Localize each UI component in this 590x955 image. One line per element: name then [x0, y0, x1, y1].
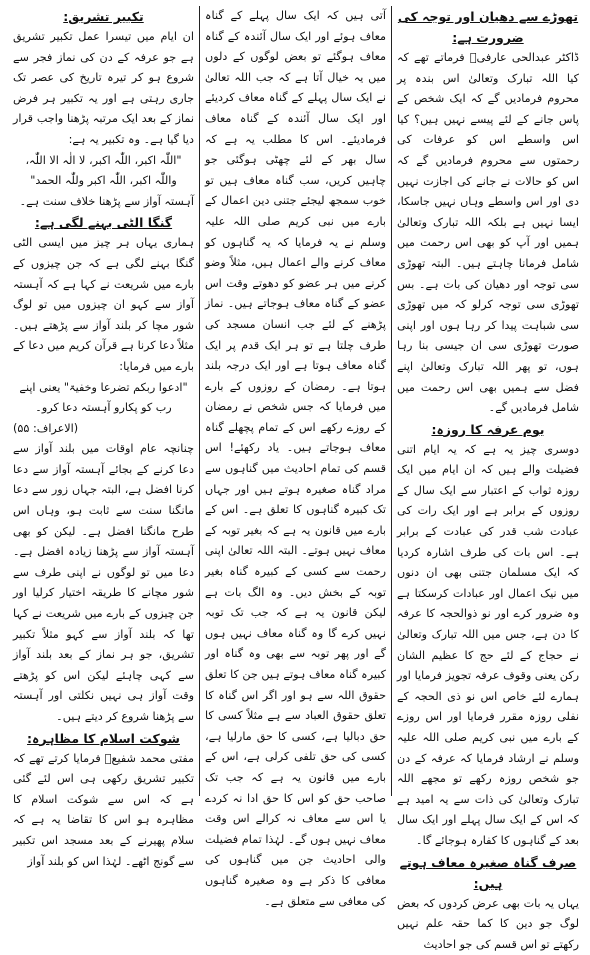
section-heading: تکبیر تشریق:	[63, 9, 144, 24]
section-heading: شوکت اسلام کا مظاہرہ:	[27, 730, 180, 746]
body-paragraph: ہماری یہاں ہر چیز میں ایسی الٹی گنگا بہنے لگی ہے کہ جن چیزوں کے بارے میں شریعت نے کہا ہے کہ آہستہ آواز سے کہو ان چیزوں میں تو لوگ شور مچا کر بلند آواز سے پڑھتے ہیں۔ مثلاً دعا کرنا ہے قرآن کریم میں دعا کے بارے میں فرمایا:	[13, 236, 194, 373]
body-paragraph: ان ایام میں تیسرا عمل تکبیر تشریق ہے جو عرفہ کے دن کی نماز فجر سے شروع ہو کر تیرہ تاریخ کی عصر تک جاری رہتی ہے اور یہ تکبیر ہر فرض نماز کے بعد ایک مرتبہ پڑھنا واجب قرار دیا گیا ہے۔ وہ تکبیر یہ ہے:	[13, 30, 194, 146]
quoted-text: "ادعوا ربکم تضرعا وخفیۃ" یعنی اپنے رب کو پکارو آہستہ دعا کرو۔	[19, 380, 188, 415]
body-paragraph: آہستہ آواز سے پڑھنا خلاف سنت ہے۔	[19, 194, 194, 208]
section-heading: صرف گناہ صغیرہ معاف ہوتے ہیں:	[399, 854, 577, 891]
body-paragraph: دوسری چیز یہ ہے کہ یہ ایام اتنی فضیلت والے ہیں کہ ان ایام میں ایک روزہ ثواب کے اعتبار سے ایک سال کے روزوں کے برابر ہے اور ایک رات کی عبادت شب قدر کی عبادت کے برابر ہے۔ اس بات کی طرف اشارہ کردیا کہ ایک مسلمان جتنی بھی ان دنوں میں نیک اعمال اور عبادات کرسکتا ہے وہ ضرور کرے اور نو ذوالحجہ کا عرفہ کا دن ہے، جس میں اللہ تبارک وتعالیٰ نے حجاج کے لئے حج کا عظیم الشان رکن یعنی وقوف عرفہ تجویز فرمایا اور ہمارے لئے خاص اس نو ذی الحجہ کے نفلی روزہ مقرر فرمایا اور اس روزے کے بارے میں نبی کریم صلی اللہ علیہ وسلم نے ارشاد فرمایا کہ عرفہ کے دن جو شخص روزہ رکھے تو مجھے اللہ تبارک وتعالیٰ کی ذات سے یہ امید ہے کہ اس کے ایک سال پہلے اور ایک سال بعد کے گناہوں کا کفارہ ہوجائے گا۔	[397, 442, 579, 847]
body-paragraph: چنانچہ عام اوقات میں بلند آواز سے دعا کرنے کے بجائے آہستہ آواز سے دعا کرنا افضل ہے، البتہ جہاں زور سے دعا مانگنا سنت سے ثابت ہو، وہاں اس طرح مانگنا افضل ہے۔ لیکن کو بھی آہستہ آواز سے پڑھنا زیادہ افضل ہے۔ دعا میں تو لوگوں نے اپنی طرف سے شور مچانے کا طریقہ اختیار کرلیا اور جن چیزوں کے بارے میں شریعت نے کہا تھا کہ بلند آواز سے کہو مثلاً تکبیر تشریق، جو ہر نماز کے بعد بلند آواز سے کہی چاہئے لیکن اس کو پڑھتے وقت آواز ہی نہیں نکلتی اور آہستہ سے پڑھنا شروع کر دیتے ہیں۔	[13, 442, 194, 723]
section-heading: یوم عرفہ کا روزہ:	[431, 421, 545, 437]
text-column	[392, 6, 584, 951]
citation: (الاعراف: ۵۵)	[13, 421, 79, 435]
text-column	[200, 6, 392, 908]
body-paragraph: آتی ہیں کہ ایک سال پہلے کے گناہ معاف ہوئے اور ایک سال آئندہ کے گناہ معاف ہوگئے تو بعض لوگوں کے دلوں میں یہ خیال آتا ہے کہ جب اللہ تعالیٰ نے ایک سال پہلے کے گناہ معاف کردیئے اور ایک سال آئندہ کے گناہ معاف فرمادیئے۔ اس کا مطلب یہ ہے کہ سال بھر کے لئے چھٹی ہوگئی جو چاہیں کریں، سب گناہ معاف ہیں تو خوب سمجھ لیجئے جتنی دین اعمال کے بارے میں نبی کریم صلی اللہ علیہ وسلم نے یہ فرمایا کہ یہ گناہوں کو معاف کرنے والے اعمال ہیں، مثلاً وضو کرنے میں ہر عضو کو دھوتے وقت اس عضو کے گناہ معاف ہوجاتے ہیں۔ نماز پڑھنے کے لئے جب انسان مسجد کی طرف چلتا ہے تو ہر ایک قدم پر ایک گناہ معاف ہوتا ہے اور ایک درجہ بلند ہوتا ہے۔ رمضان کے روزوں کے بارے میں فرمایا کہ جس شخص نے رمضان کے روزے رکھے اس کے تمام پچھلے گناہ معاف ہوجاتے ہیں۔ یاد رکھئے! اس قسم کی تمام احادیث میں گناہوں سے مراد گناہ صغیرہ ہوتے ہیں اور جہاں تک کبیرہ گناہوں کا تعلق ہے۔ اس کے بارے میں قانون یہ ہے کہ بغیر توبہ کے معاف نہیں ہوتے۔ البتہ اللہ تعالیٰ اپنی رحمت سے کسی کے کبیرہ گناہ بغیر توبہ کے بخش دیں۔ وہ الگ بات ہے لیکن قانون یہ ہے کہ جب تک توبہ نہیں کرے گا وہ گناہ معاف نہیں ہوں گے اور پھر توبہ سے بھی وہ گناہ اور کبیرہ گناہ معاف ہوتے ہیں جن کا تعلق حقوق اللہ سے ہو اور اگر اس گناہ کا تعلق حقوق العباد سے ہے مثلاً کسی کا حق دبالیا ہے، کسی کا حق مارلیا ہے، کسی کی حق تلفی کرلی ہے، اس کے بارے میں قانون یہ ہے کہ جب تک صاحب حق کو اس کا حق ادا نہ کردے یا اس سے معاف نہ کرالے اس وقت معاف نہیں ہوں گے۔ لہٰذا تمام فضیلت والی احادیث جن میں گناہوں کی معافی کا ذکر ہے وہ صغیرہ گناہوں کی معافی سے متعلق ہے۔	[205, 9, 386, 908]
section-heading: تھوڑے سے دھیان اور توجہ کی ضرورت ہے:	[397, 9, 579, 45]
text-column	[8, 6, 200, 868]
body-paragraph: یہاں یہ بات بھی عرض کردوں کہ بعض لوگ جو دین کا کما حقہ علم نہیں رکھتے تو اس قسم کی جو احادیث	[397, 896, 579, 951]
quoted-text: "اللّٰہ اکبر، اللّٰہ اکبر، لا الٰہ الا اللّٰہ، واللّٰہ اکبر، اللّٰہ اکبر وللّٰہ الحمد"	[25, 153, 182, 188]
body-paragraph: مفتی محمد شفیعؒ فرمایا کرتے تھے کہ تکبیر تشریق رکھی ہی اس لئے گئی ہے کہ اس سے شوکت اسلام کا مظاہرہ ہو اس کا تقاضا یہ ہے کہ سلام پھیرنے کے بعد مسجد اس تکبیر سے گونج اٹھے۔ لہٰذا اس کو بلند آواز	[13, 751, 194, 868]
section-heading: گنگا الٹی بہنے لگی ہے:	[34, 215, 173, 231]
body-paragraph: ڈاکٹر عبدالحی عارفیؒ فرماتے تھے کہ کیا اللہ تبارک وتعالیٰ اس بندہ پر محروم فرمادیں گے کہ ایک شخص کے پاس جانے کے لئے پیسے نہیں ہیں؟ کیا اس واسطے اس کو عرفات کی رحمتوں سے محروم فرمادیں گے کہ اس کو حالات نے جانے کی اجازت نہیں دی اور اس واسطے وہاں نہیں جاسکا، ایسا نہیں ہے بلکہ اللہ تبارک وتعالیٰ ہمیں اور آپ کو بھی اس رحمت میں شامل فرمانا چاہتے ہیں۔ البتہ تھوڑی سی توجہ اور دھیان کی بات ہے۔ بس تھوڑی سی توجہ کرلو کہ میں تھوڑی سی شباہت پیدا کر رہا ہوں اور اپنی صورت تھوڑی سی ان جیسی بنا رہا ہوں، تو پھر اللہ تبارک وتعالیٰ اپنے فضل سے ہمیں بھی اس رحمت میں شامل فرمادیں گے۔	[397, 51, 579, 415]
